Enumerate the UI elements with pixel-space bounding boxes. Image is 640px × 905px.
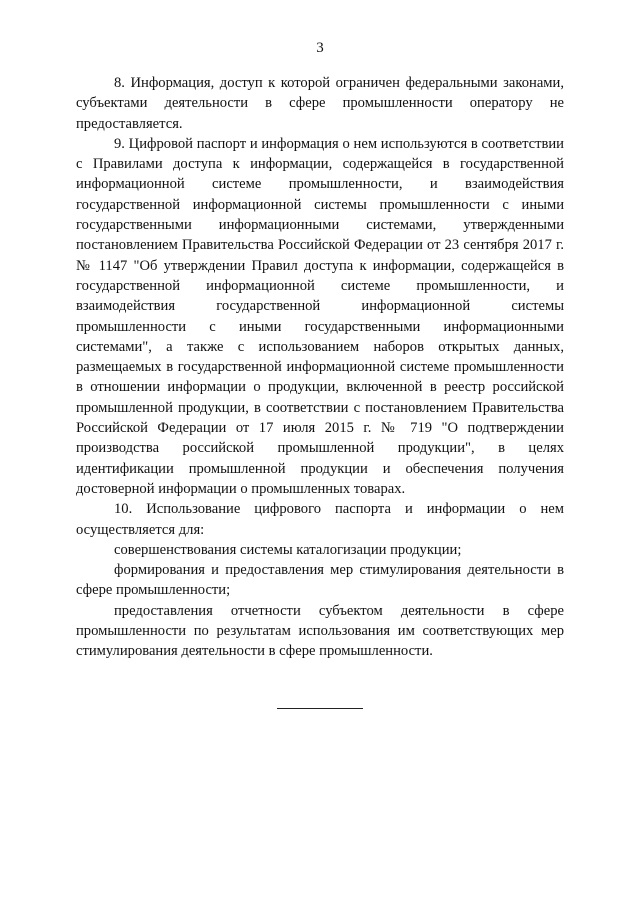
end-divider	[277, 708, 363, 709]
document-body	[76, 73, 564, 662]
paragraph-10-usage-purposes: 10. Использование цифрового паспорта и информации о нем осуществляется для:	[76, 501, 564, 538]
list-item-cataloging: совершенствования системы каталогизации продукции;	[114, 541, 462, 558]
page-number: 3	[316, 40, 324, 56]
list-item-incentive-measures: формирования и предоставления мер стимулирования деятельности в сфере промышленности;	[76, 562, 564, 599]
paragraph-9-digital-passport-usage: 9. Цифровой паспорт и информация о нем используются в соответствии с Правилами доступа к информации, содержащейся в государственной информационной системе промышленности, и взаимодействия государственной информационной системы промышленности с иными государственными информационными системами, утвержденными постановлением Правительства Российской Федерации от 23 сентября 2017 г. № 1147 "Об утверждении Правил доступа к информации, содержащейся в государственной информационной системе промышленности, и взаимодействия государственной информационной системы промышленности с иными государственными информационными системами", а также с использованием наборов открытых данных, размещаемых в государственной информационной системе промышленности в отношении информации о продукции, включенной в реестр российской промышленной продукции, в соответствии с постановлением Правительства Российской Федерации от 17 июля 2015 г. № 719 "О подтверждении производства российской промышленной продукции", в целях идентификации промышленной продукции и обеспечения получения достоверной информации о промышленных товарах.	[76, 135, 564, 497]
paragraph-8-restricted-info: 8. Информация, доступ к которой ограничен федеральными законами, субъектами деятельности в сфере промышленности оператору не предоставляется.	[76, 75, 564, 132]
list-item-reporting: предоставления отчетности субъектом деятельности в сфере промышленности по результатам использования им соответствующих мер стимулирования деятельности в сфере промышленности.	[76, 602, 564, 660]
